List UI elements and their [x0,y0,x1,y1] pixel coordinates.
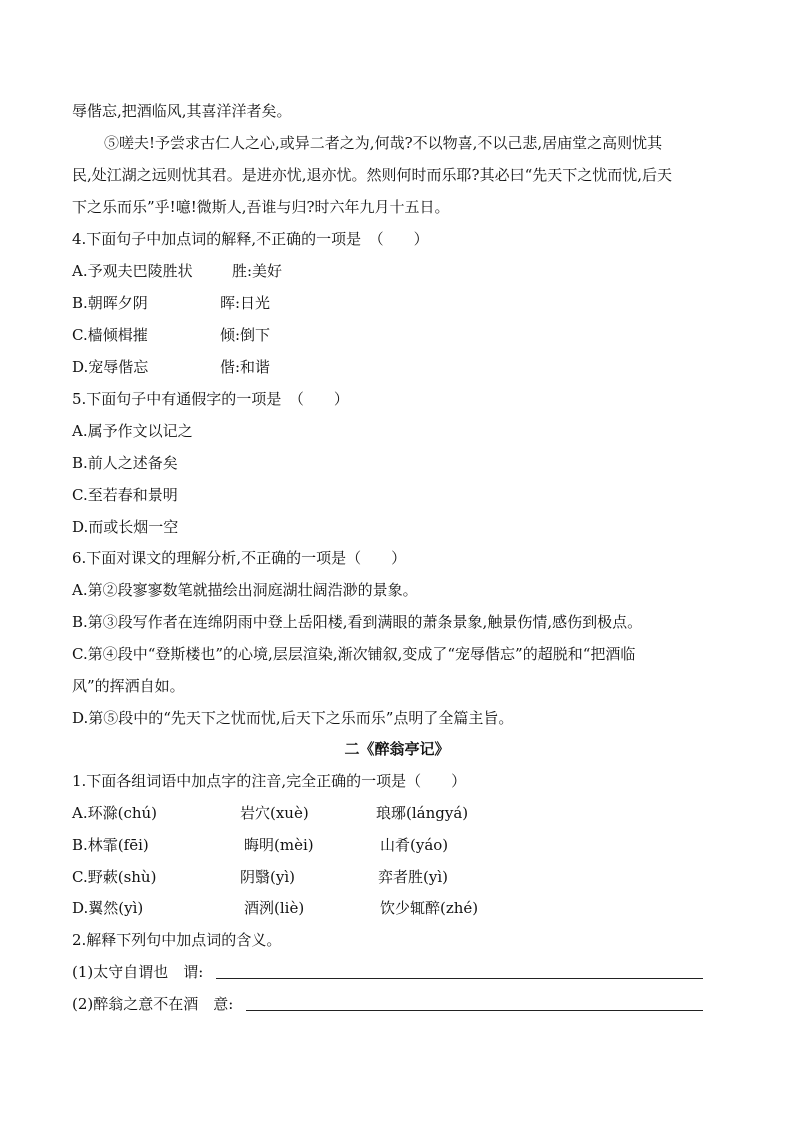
q5-option-b: B.前人之述备矣 [72,454,178,472]
s2q1-d-word-3: 饮少辄醉(zhé) [380,899,479,917]
section-2-title: 二《醉翁亭记》 [344,740,450,758]
q4-option-b-gloss: 晖:日光 [220,294,271,312]
passage-line-2: ⑤嗟夫!予尝求古仁人之心,或异二者之为,何哉?不以物喜,不以己悲,居庙堂之高则忧其 [104,134,663,152]
s2q1-b-word-1: B.林霏(fēi) [72,836,149,854]
q5-option-d: D.而或长烟一空 [72,518,179,536]
s2q2-item-2-answer-blank[interactable] [246,1010,703,1011]
s2q1-option-a [72,803,469,823]
s2q1-c-word-2: 阴翳(yì) [240,868,295,886]
q4-option-c [72,325,271,345]
q4-option-b [72,293,271,313]
s2q1-option-c [72,867,448,887]
q5-option-a: A.属予作文以记之 [72,422,193,440]
s2q1-a-word-3: 琅琊(lángyá) [376,804,469,822]
q6-option-c-line-1: C.第④段中“登斯楼也”的心境,层层渲染,渐次铺叙,变成了“宠辱偕忘”的超脱和“把酒临 [72,645,636,663]
s2q1-c-word-1: C.野蔌(shù) [72,868,157,886]
question-4-stem: 4.下面句子中加点词的解释,不正确的一项是 （ ） [72,230,429,248]
q4-option-a [72,261,283,281]
q6-option-c-line-2: 风”的挥洒自如。 [72,677,185,695]
q4-option-d-sentence: D.宠辱偕忘 [72,358,149,376]
q5-option-c: C.至若春和景明 [72,486,178,504]
s2q1-a-word-2: 岩穴(xuè) [240,804,309,822]
s2q2-item-2: (2)醉翁之意不在酒 意: [72,995,234,1013]
q4-option-c-sentence: C.樯倾楫摧 [72,326,148,344]
s2q1-b-word-3: 山肴(yáo) [380,836,449,854]
q6-option-b: B.第③段写作者在连绵阴雨中登上岳阳楼,看到满眼的萧条景象,触景伤情,感伤到极点。 [72,613,643,631]
s2q2-item-1: (1)太守自谓也 谓: [72,963,204,981]
s2q1-b-word-2: 晦明(mèi) [244,836,314,854]
question-6-stem: 6.下面对课文的理解分析,不正确的一项是（ ） [72,549,407,567]
passage-line-4: 下之乐而乐”乎!噫!微斯人,吾谁与归?时六年九月十五日。 [72,198,450,216]
s2q1-d-word-1: D.翼然(yì) [72,899,144,917]
s2q1-option-b [72,835,449,855]
q4-option-b-sentence: B.朝晖夕阴 [72,294,148,312]
q4-option-a-gloss: 胜:美好 [232,262,283,280]
s2-question-1-stem: 1.下面各组词语中加点字的注音,完全正确的一项是（ ） [72,772,467,790]
q4-option-a-sentence: A.予观夫巴陵胜状 [72,262,193,280]
s2-question-2-stem: 2.解释下列句中加点词的含义。 [72,931,282,949]
q4-option-d [72,357,271,377]
passage-line-3: 民,处江湖之远则忧其君。是进亦忧,退亦忧。然则何时而乐耶?其必曰“先天下之忧而忧,后天 [72,166,673,184]
q6-option-d: D.第⑤段中的“先天下之忧而忧,后天下之乐而乐”点明了全篇主旨。 [72,709,514,727]
q4-option-c-gloss: 倾:倒下 [220,326,271,344]
question-5-stem: 5.下面句子中有通假字的一项是 （ ） [72,390,349,408]
q6-option-a: A.第②段寥寥数笔就描绘出洞庭湖壮阔浩渺的景象。 [72,581,418,599]
s2q1-option-d [72,898,479,918]
s2q2-item-1-answer-blank[interactable] [216,978,703,979]
q4-option-d-gloss: 偕:和谐 [220,358,271,376]
passage-line-1: 辱偕忘,把酒临风,其喜洋洋者矣。 [72,102,292,120]
s2q1-c-word-3: 弈者胜(yì) [378,868,448,886]
s2q1-d-word-2: 酒洌(liè) [244,899,305,917]
s2q1-a-word-1: A.环滁(chú) [72,804,158,822]
